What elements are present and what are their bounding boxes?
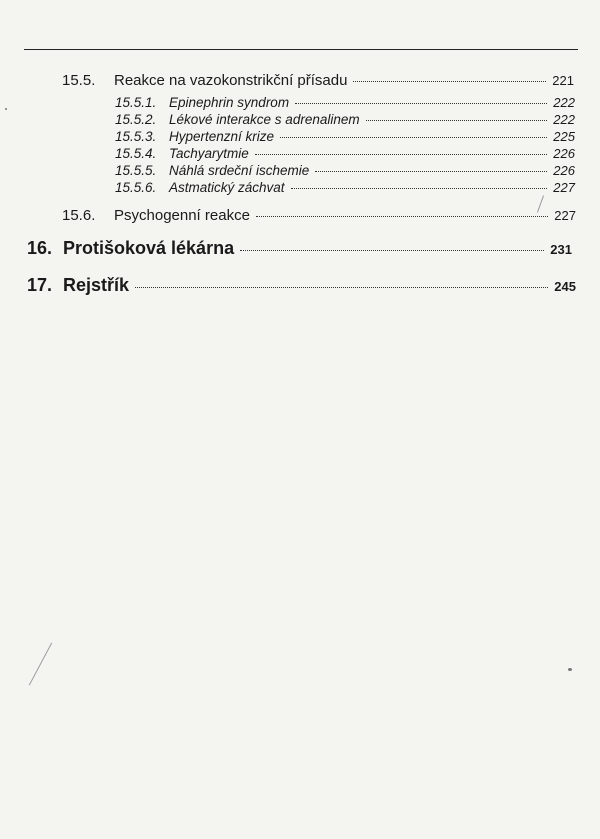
entry-title: Tachyarytmie: [169, 146, 249, 161]
entry-title: Hypertenzní krize: [169, 129, 275, 144]
entry-page: 227: [554, 208, 576, 223]
entry-title: Epinephrin syndrom: [169, 95, 290, 110]
dot-leader: [135, 287, 548, 288]
entry-page: 227: [553, 180, 575, 195]
entry-title: Psychogenní reakce: [114, 207, 250, 224]
entry-number: 15.5.5.: [115, 163, 157, 178]
entry-title: Astmatický záchvat: [169, 180, 285, 195]
entry-number: 15.5.1.: [115, 95, 157, 110]
entry-page: 226: [553, 146, 575, 161]
entry-page: 231: [550, 242, 572, 257]
toc-entry-16: [27, 238, 572, 259]
entry-number: 15.5.: [62, 72, 96, 89]
entry-title: Rejstřík: [63, 275, 130, 295]
toc-entry-15-5: [62, 72, 574, 89]
toc-entry-15-5-5: [115, 163, 575, 178]
entry-page: 221: [552, 73, 574, 88]
entry-page: 222: [553, 95, 575, 110]
entry-page: 245: [554, 279, 576, 294]
entry-number: 15.6.: [62, 207, 96, 224]
entry-number: 15.5.3.: [115, 129, 157, 144]
entry-number: 16.: [27, 238, 53, 258]
dot-leader: [315, 171, 547, 172]
dot-leader: [295, 103, 547, 104]
entry-title: Náhlá srdeční ischemie: [169, 163, 310, 178]
dot-leader: [256, 216, 548, 217]
scan-speck: [568, 668, 572, 671]
header-rule: [24, 49, 578, 50]
dot-leader: [280, 137, 547, 138]
entry-page: 225: [553, 129, 575, 144]
entry-title: Lékové interakce s adrenalinem: [169, 112, 360, 127]
toc-entry-15-5-6: [115, 180, 575, 195]
dot-leader: [255, 154, 548, 155]
dot-leader: [366, 120, 548, 121]
toc-entry-15-5-2: [115, 112, 575, 127]
entry-page: 222: [553, 112, 575, 127]
entry-title: Reakce na vazokonstrikční přísadu: [114, 72, 348, 89]
entry-number: 15.5.4.: [115, 146, 157, 161]
entry-number: 15.5.2.: [115, 112, 157, 127]
toc-entry-15-5-4: [115, 146, 575, 161]
dot-leader: [240, 250, 544, 251]
scan-scratch: [29, 643, 52, 686]
entry-page: 226: [553, 163, 575, 178]
toc-entry-15-5-1: [115, 95, 575, 110]
toc-entry-15-6: [62, 207, 576, 224]
entry-number: 17.: [27, 275, 53, 295]
entry-title: Protišoková lékárna: [63, 238, 235, 258]
entry-number: 15.5.6.: [115, 180, 157, 195]
toc-entry-15-5-3: [115, 129, 575, 144]
toc-entry-17: [27, 275, 576, 296]
dot-leader: [291, 188, 548, 189]
dot-leader: [353, 81, 546, 82]
scan-speck: [5, 108, 7, 110]
